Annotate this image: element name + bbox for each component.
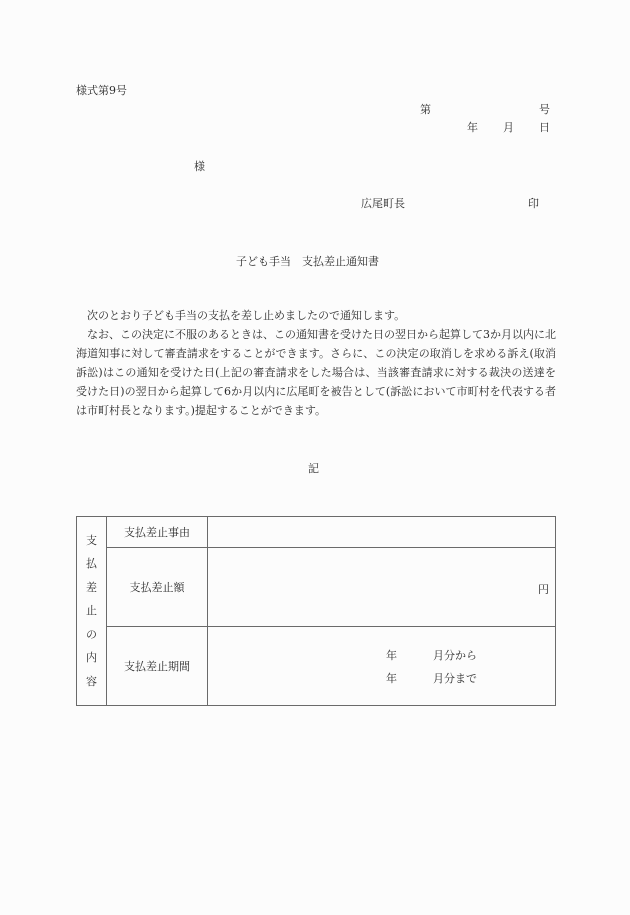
amount-label: 支払差止額: [107, 548, 208, 627]
document-title: 子ども手当 支払差止通知書: [236, 255, 379, 268]
date-month: 月: [503, 121, 514, 134]
details-table: [76, 516, 556, 706]
group-label-char: 払: [86, 557, 97, 571]
body-paragraph-2: なお、この決定に不服のあるときは、この通知書を受けた日の翌日から起算して3か月以内に北海道知事に対して審査請求をすることができます。さらに、この決定の取消しを求める訴え(取消訴訟)はこの通知を受けた日(上記の審査請求をした場合は、当該審査請求に対する裁決の送達を受けた日)の翌日から起算して6か月以内に広尾町を被告として(訴訟において市町村を代表する者は市町村長となります。)提起することができます。: [76, 328, 556, 417]
from-month: 月分から: [433, 649, 477, 662]
doc-number-suffix: 号: [539, 103, 550, 116]
yen-unit: 円: [538, 583, 549, 596]
amount-value[interactable]: [208, 548, 556, 627]
form-number: 様式第9号: [76, 84, 127, 97]
seal-mark: 印: [528, 197, 539, 210]
doc-number-prefix: 第: [420, 103, 431, 116]
reason-label: 支払差止事由: [107, 517, 208, 548]
date-year: 年: [467, 121, 478, 134]
group-label: [77, 517, 107, 706]
date-day: 日: [539, 121, 550, 134]
body-paragraph-1: 次のとおり子ども手当の支払を差し止めましたので通知します。: [87, 309, 406, 322]
period-value[interactable]: [208, 627, 556, 706]
group-label-char: 差: [86, 580, 97, 594]
group-label-char: 支: [86, 533, 97, 547]
to-year: 年: [386, 672, 397, 685]
group-label-char: 内: [86, 651, 97, 665]
period-label: 支払差止期間: [107, 627, 208, 706]
group-label-char: 止: [86, 604, 97, 618]
group-label-char: 容: [86, 674, 97, 688]
body-text: [76, 306, 556, 420]
reason-value[interactable]: [208, 517, 556, 548]
recipient-suffix: 様: [194, 160, 205, 173]
from-year: 年: [386, 649, 397, 662]
ki-heading: 記: [308, 462, 319, 475]
to-month: 月分まで: [433, 672, 477, 685]
issuer-title: 広尾町長: [361, 197, 405, 210]
group-label-char: の: [86, 627, 97, 641]
